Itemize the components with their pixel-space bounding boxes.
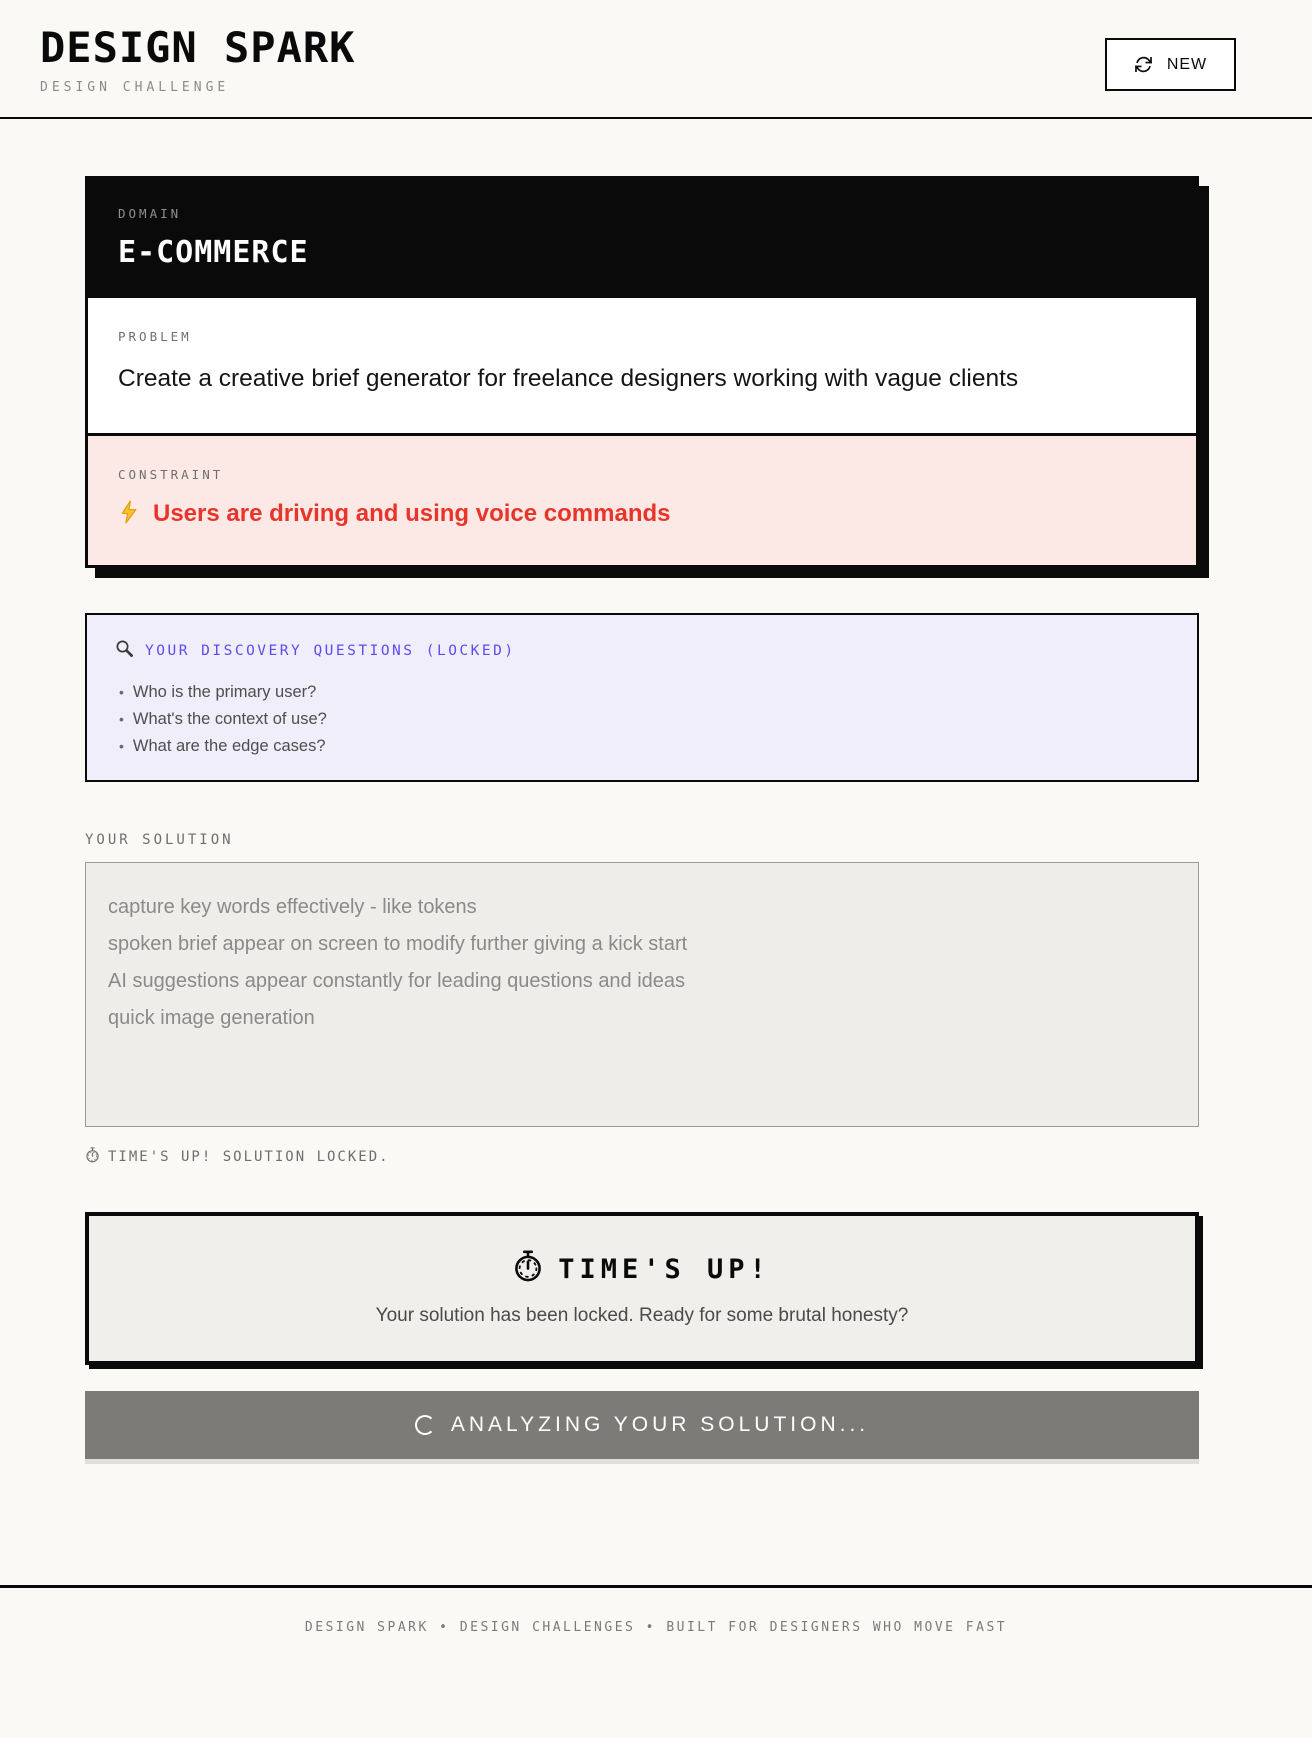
app-subtitle: DESIGN CHALLENGE: [40, 80, 230, 96]
discovery-question: • What are the edge cases?: [119, 733, 1169, 760]
discovery-questions-panel: [85, 613, 1199, 782]
stopwatch-icon: [513, 1250, 543, 1289]
problem-label: PROBLEM: [118, 329, 192, 345]
logo-block: [40, 23, 356, 96]
discovery-title: YOUR DISCOVERY QUESTIONS (LOCKED): [145, 642, 516, 659]
discovery-header: [115, 639, 1169, 663]
new-challenge-button[interactable]: [1105, 38, 1236, 91]
app-footer: [0, 1585, 1312, 1705]
app-header: [0, 0, 1312, 119]
domain-label: DOMAIN: [118, 206, 182, 222]
problem-text: Create a creative brief generator for freelance designers working with vague clients: [118, 365, 1019, 393]
solution-status-text: TIME'S UP! SOLUTION LOCKED.: [108, 1148, 390, 1165]
solution-status: [85, 1147, 1199, 1167]
domain-section: [88, 179, 1196, 298]
footer-tagline: DESIGN SPARK • DESIGN CHALLENGES • BUILT FOR DESIGNERS WHO MOVE FAST: [304, 1619, 1008, 1635]
domain-value: E-COMMERCE: [118, 235, 309, 271]
new-button-label: NEW: [1166, 55, 1208, 73]
times-up-message: Your solution has been locked. Ready for some brutal honesty?: [375, 1304, 909, 1326]
spinner-icon: [415, 1415, 435, 1435]
times-up-title-text: TIME'S UP!: [558, 1253, 771, 1285]
constraint-label: CONSTRAINT: [118, 466, 224, 482]
solution-label: YOUR SOLUTION: [85, 831, 234, 848]
times-up-panel: [85, 1212, 1199, 1365]
refresh-icon: [1134, 55, 1153, 74]
lightning-bolt-icon: [118, 499, 140, 530]
constraint-text: Users are driving and using voice commands: [153, 500, 671, 528]
discovery-question-list: [115, 679, 1169, 760]
analyzing-button[interactable]: [85, 1391, 1199, 1459]
times-up-heading: [119, 1250, 1165, 1289]
main-content: [85, 119, 1199, 1459]
discovery-question: • What's the context of use?: [119, 706, 1169, 733]
problem-section: [88, 298, 1196, 433]
constraint-line: [118, 499, 1166, 530]
solution-input[interactable]: [85, 862, 1199, 1127]
search-icon: [115, 639, 134, 663]
constraint-section: [88, 433, 1196, 565]
app-title: DESIGN SPARK: [40, 23, 356, 72]
stopwatch-icon: [85, 1147, 100, 1167]
analyzing-label: ANALYZING YOUR SOLUTION...: [450, 1412, 870, 1436]
discovery-question: • Who is the primary user?: [119, 679, 1169, 706]
challenge-card: [85, 176, 1199, 568]
